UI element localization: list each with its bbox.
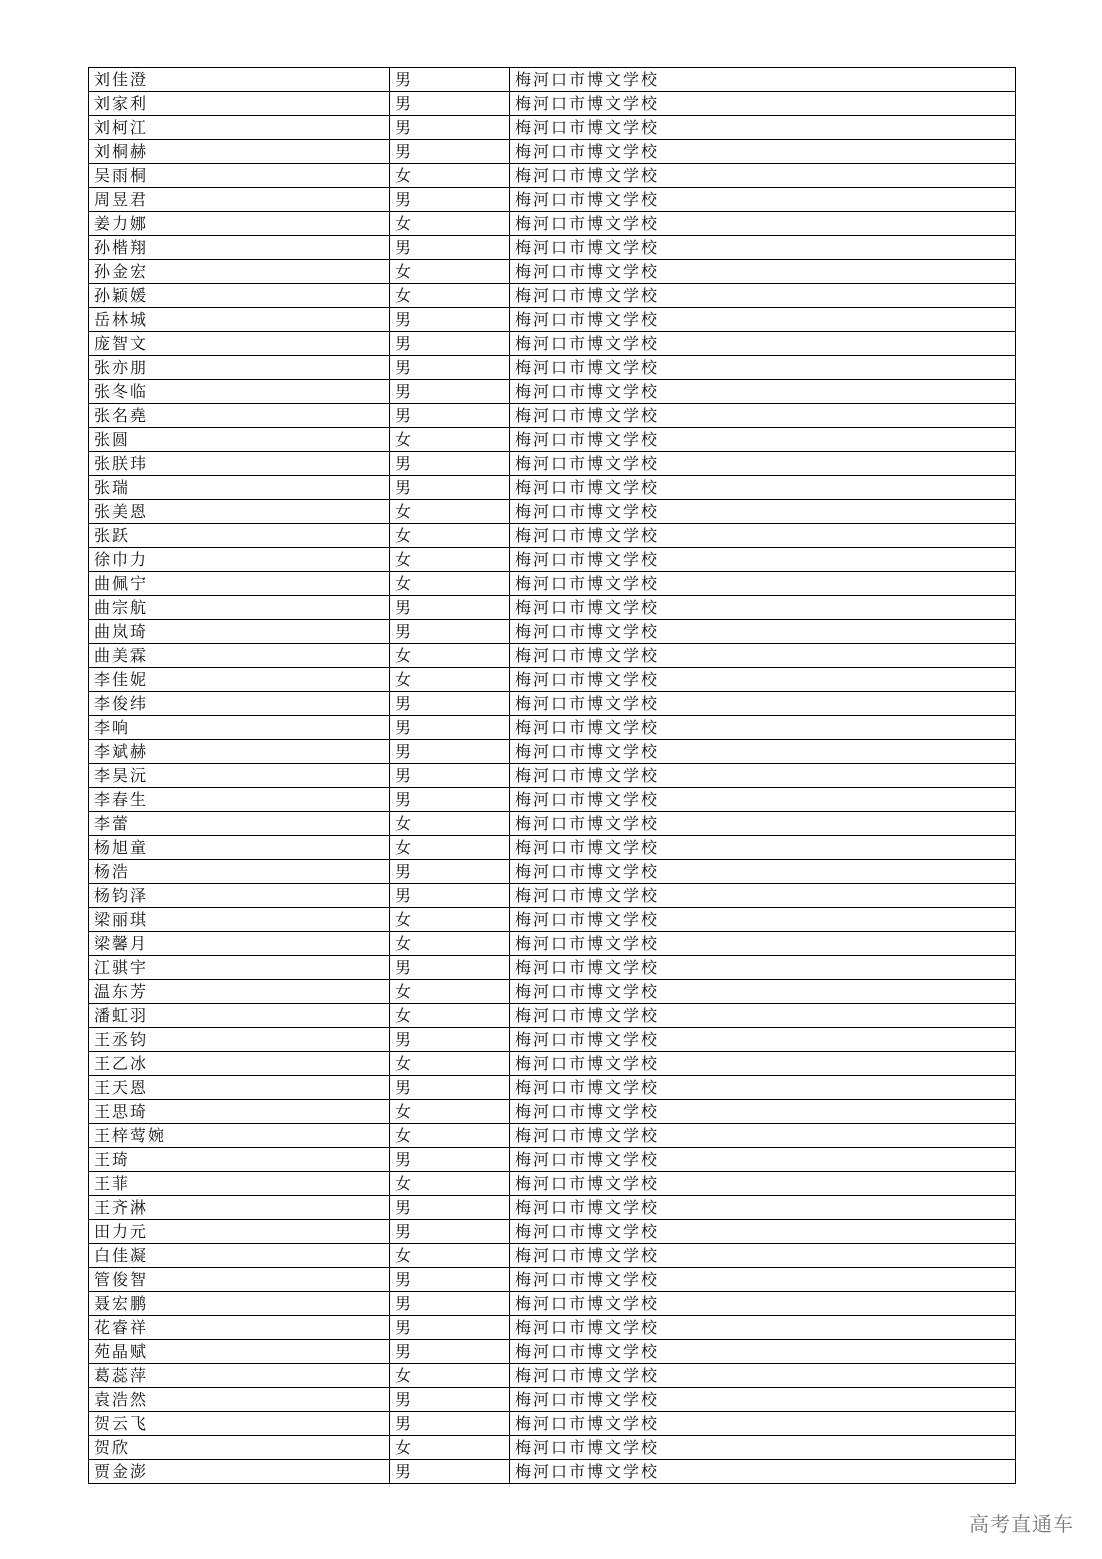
gender-cell: 女 <box>390 428 510 452</box>
gender-cell: 女 <box>390 212 510 236</box>
school-cell: 梅河口市博文学校 <box>510 260 1016 284</box>
table-row <box>89 788 1016 812</box>
table-row <box>89 332 1016 356</box>
student-name-cell: 张美恩 <box>89 500 390 524</box>
gender-cell: 男 <box>390 140 510 164</box>
school-cell: 梅河口市博文学校 <box>510 1100 1016 1124</box>
table-row <box>89 908 1016 932</box>
school-cell: 梅河口市博文学校 <box>510 1340 1016 1364</box>
table-row <box>89 1124 1016 1148</box>
school-cell: 梅河口市博文学校 <box>510 164 1016 188</box>
table-row <box>89 1196 1016 1220</box>
student-name-cell: 刘柯江 <box>89 116 390 140</box>
student-name-cell: 杨钧泽 <box>89 884 390 908</box>
gender-cell: 男 <box>390 332 510 356</box>
table-row <box>89 1172 1016 1196</box>
table-row <box>89 476 1016 500</box>
school-cell: 梅河口市博文学校 <box>510 140 1016 164</box>
gender-cell: 女 <box>390 284 510 308</box>
school-cell: 梅河口市博文学校 <box>510 1244 1016 1268</box>
table-row <box>89 812 1016 836</box>
gender-cell: 男 <box>390 884 510 908</box>
school-cell: 梅河口市博文学校 <box>510 596 1016 620</box>
school-cell: 梅河口市博文学校 <box>510 356 1016 380</box>
gender-cell: 女 <box>390 500 510 524</box>
gender-cell: 女 <box>390 932 510 956</box>
student-name-cell: 葛蕊萍 <box>89 1364 390 1388</box>
student-name-cell: 王乙冰 <box>89 1052 390 1076</box>
gender-cell: 女 <box>390 548 510 572</box>
table-row <box>89 596 1016 620</box>
student-name-cell: 张冬临 <box>89 380 390 404</box>
school-cell: 梅河口市博文学校 <box>510 668 1016 692</box>
school-cell: 梅河口市博文学校 <box>510 92 1016 116</box>
school-cell: 梅河口市博文学校 <box>510 836 1016 860</box>
table-row <box>89 500 1016 524</box>
gender-cell: 女 <box>390 812 510 836</box>
school-cell: 梅河口市博文学校 <box>510 1412 1016 1436</box>
table-row <box>89 1316 1016 1340</box>
school-cell: 梅河口市博文学校 <box>510 1172 1016 1196</box>
table-row <box>89 524 1016 548</box>
gender-cell: 女 <box>390 1004 510 1028</box>
student-name-cell: 孙颖媛 <box>89 284 390 308</box>
table-row <box>89 572 1016 596</box>
gender-cell: 男 <box>390 236 510 260</box>
student-name-cell: 孙金宏 <box>89 260 390 284</box>
student-name-cell: 王丞钧 <box>89 1028 390 1052</box>
table-row <box>89 548 1016 572</box>
student-name-cell: 袁浩然 <box>89 1388 390 1412</box>
gender-cell: 男 <box>390 1148 510 1172</box>
table-row <box>89 1004 1016 1028</box>
gender-cell: 男 <box>390 1220 510 1244</box>
gender-cell: 男 <box>390 788 510 812</box>
school-cell: 梅河口市博文学校 <box>510 428 1016 452</box>
school-cell: 梅河口市博文学校 <box>510 1148 1016 1172</box>
table-row <box>89 1340 1016 1364</box>
gender-cell: 男 <box>390 596 510 620</box>
student-name-cell: 苑晶赋 <box>89 1340 390 1364</box>
gender-cell: 女 <box>390 1172 510 1196</box>
school-cell: 梅河口市博文学校 <box>510 1076 1016 1100</box>
table-row <box>89 1388 1016 1412</box>
student-name-cell: 徐巾力 <box>89 548 390 572</box>
gender-cell: 女 <box>390 980 510 1004</box>
table-row <box>89 1364 1016 1388</box>
table-row <box>89 1052 1016 1076</box>
school-cell: 梅河口市博文学校 <box>510 1220 1016 1244</box>
gender-cell: 女 <box>390 1100 510 1124</box>
student-name-cell: 张圆 <box>89 428 390 452</box>
student-name-cell: 聂宏鹏 <box>89 1292 390 1316</box>
table-row <box>89 932 1016 956</box>
gender-cell: 男 <box>390 116 510 140</box>
table-row <box>89 380 1016 404</box>
gender-cell: 女 <box>390 1244 510 1268</box>
school-cell: 梅河口市博文学校 <box>510 1316 1016 1340</box>
table-row <box>89 1292 1016 1316</box>
school-cell: 梅河口市博文学校 <box>510 212 1016 236</box>
gender-cell: 女 <box>390 668 510 692</box>
student-name-cell: 刘家利 <box>89 92 390 116</box>
student-name-cell: 李斌赫 <box>89 740 390 764</box>
gender-cell: 男 <box>390 68 510 92</box>
table-row <box>89 1244 1016 1268</box>
table-row <box>89 92 1016 116</box>
student-name-cell: 李蕾 <box>89 812 390 836</box>
table-row <box>89 1436 1016 1460</box>
student-name-cell: 王天恩 <box>89 1076 390 1100</box>
gender-cell: 男 <box>390 764 510 788</box>
school-cell: 梅河口市博文学校 <box>510 68 1016 92</box>
gender-cell: 女 <box>390 164 510 188</box>
table-row <box>89 1220 1016 1244</box>
table-row <box>89 764 1016 788</box>
gender-cell: 女 <box>390 1052 510 1076</box>
student-name-cell: 周昱君 <box>89 188 390 212</box>
school-cell: 梅河口市博文学校 <box>510 764 1016 788</box>
student-name-cell: 贾金澎 <box>89 1460 390 1484</box>
gender-cell: 男 <box>390 308 510 332</box>
table-row <box>89 212 1016 236</box>
student-name-cell: 杨浩 <box>89 860 390 884</box>
school-cell: 梅河口市博文学校 <box>510 1052 1016 1076</box>
school-cell: 梅河口市博文学校 <box>510 740 1016 764</box>
student-name-cell: 姜力娜 <box>89 212 390 236</box>
student-name-cell: 刘桐赫 <box>89 140 390 164</box>
student-roster-table <box>88 67 1016 1484</box>
school-cell: 梅河口市博文学校 <box>510 308 1016 332</box>
student-name-cell: 梁馨月 <box>89 932 390 956</box>
gender-cell: 男 <box>390 380 510 404</box>
table-row <box>89 116 1016 140</box>
school-cell: 梅河口市博文学校 <box>510 692 1016 716</box>
table-row <box>89 716 1016 740</box>
student-name-cell: 李佳妮 <box>89 668 390 692</box>
school-cell: 梅河口市博文学校 <box>510 1004 1016 1028</box>
table-row <box>89 1076 1016 1100</box>
table-row <box>89 68 1016 92</box>
school-cell: 梅河口市博文学校 <box>510 1268 1016 1292</box>
school-cell: 梅河口市博文学校 <box>510 932 1016 956</box>
school-cell: 梅河口市博文学校 <box>510 476 1016 500</box>
school-cell: 梅河口市博文学校 <box>510 572 1016 596</box>
gender-cell: 男 <box>390 956 510 980</box>
student-name-cell: 潘虹羽 <box>89 1004 390 1028</box>
student-name-cell: 庞智文 <box>89 332 390 356</box>
student-name-cell: 刘佳澄 <box>89 68 390 92</box>
student-name-cell: 张瑞 <box>89 476 390 500</box>
gender-cell: 男 <box>390 716 510 740</box>
school-cell: 梅河口市博文学校 <box>510 956 1016 980</box>
student-name-cell: 曲佩宁 <box>89 572 390 596</box>
student-name-cell: 李响 <box>89 716 390 740</box>
gender-cell: 男 <box>390 188 510 212</box>
table-row <box>89 980 1016 1004</box>
gender-cell: 男 <box>390 1340 510 1364</box>
school-cell: 梅河口市博文学校 <box>510 1196 1016 1220</box>
school-cell: 梅河口市博文学校 <box>510 548 1016 572</box>
school-cell: 梅河口市博文学校 <box>510 1388 1016 1412</box>
gender-cell: 男 <box>390 1412 510 1436</box>
school-cell: 梅河口市博文学校 <box>510 980 1016 1004</box>
student-name-cell: 张亦朋 <box>89 356 390 380</box>
student-name-cell: 孙楷翔 <box>89 236 390 260</box>
gender-cell: 女 <box>390 908 510 932</box>
school-cell: 梅河口市博文学校 <box>510 236 1016 260</box>
table-row <box>89 1100 1016 1124</box>
student-name-cell: 李昊沅 <box>89 764 390 788</box>
gender-cell: 女 <box>390 572 510 596</box>
gender-cell: 男 <box>390 620 510 644</box>
table-row <box>89 1412 1016 1436</box>
table-row <box>89 668 1016 692</box>
table-row <box>89 740 1016 764</box>
school-cell: 梅河口市博文学校 <box>510 788 1016 812</box>
gender-cell: 男 <box>390 356 510 380</box>
table-row <box>89 452 1016 476</box>
table-row <box>89 1148 1016 1172</box>
student-name-cell: 王梓莺婉 <box>89 1124 390 1148</box>
student-name-cell: 曲岚琦 <box>89 620 390 644</box>
student-name-cell: 王琦 <box>89 1148 390 1172</box>
gender-cell: 男 <box>390 740 510 764</box>
school-cell: 梅河口市博文学校 <box>510 380 1016 404</box>
table-row <box>89 884 1016 908</box>
table-row <box>89 836 1016 860</box>
school-cell: 梅河口市博文学校 <box>510 1028 1016 1052</box>
school-cell: 梅河口市博文学校 <box>510 452 1016 476</box>
school-cell: 梅河口市博文学校 <box>510 1292 1016 1316</box>
student-name-cell: 王菲 <box>89 1172 390 1196</box>
student-name-cell: 贺云飞 <box>89 1412 390 1436</box>
table-row <box>89 308 1016 332</box>
student-name-cell: 李俊纬 <box>89 692 390 716</box>
table-row <box>89 188 1016 212</box>
student-name-cell: 田力元 <box>89 1220 390 1244</box>
gender-cell: 女 <box>390 836 510 860</box>
table-row <box>89 956 1016 980</box>
school-cell: 梅河口市博文学校 <box>510 116 1016 140</box>
gender-cell: 男 <box>390 692 510 716</box>
student-name-cell: 吴雨桐 <box>89 164 390 188</box>
table-row <box>89 1460 1016 1484</box>
gender-cell: 男 <box>390 1028 510 1052</box>
student-name-cell: 梁丽琪 <box>89 908 390 932</box>
school-cell: 梅河口市博文学校 <box>510 1436 1016 1460</box>
gender-cell: 女 <box>390 1124 510 1148</box>
watermark-text: 高考直通车 <box>969 1512 1074 1536</box>
school-cell: 梅河口市博文学校 <box>510 524 1016 548</box>
student-name-cell: 管俊智 <box>89 1268 390 1292</box>
table-row <box>89 860 1016 884</box>
table-row <box>89 644 1016 668</box>
school-cell: 梅河口市博文学校 <box>510 188 1016 212</box>
school-cell: 梅河口市博文学校 <box>510 884 1016 908</box>
student-name-cell: 岳林城 <box>89 308 390 332</box>
table-row <box>89 140 1016 164</box>
school-cell: 梅河口市博文学校 <box>510 716 1016 740</box>
school-cell: 梅河口市博文学校 <box>510 404 1016 428</box>
table-row <box>89 260 1016 284</box>
school-cell: 梅河口市博文学校 <box>510 620 1016 644</box>
gender-cell: 男 <box>390 860 510 884</box>
gender-cell: 男 <box>390 476 510 500</box>
table-row <box>89 1268 1016 1292</box>
student-name-cell: 张朕玮 <box>89 452 390 476</box>
gender-cell: 女 <box>390 524 510 548</box>
gender-cell: 男 <box>390 1076 510 1100</box>
gender-cell: 女 <box>390 1436 510 1460</box>
student-name-cell: 张名堯 <box>89 404 390 428</box>
student-name-cell: 曲美霖 <box>89 644 390 668</box>
student-name-cell: 王思琦 <box>89 1100 390 1124</box>
school-cell: 梅河口市博文学校 <box>510 1460 1016 1484</box>
student-name-cell: 江骐宇 <box>89 956 390 980</box>
gender-cell: 男 <box>390 1196 510 1220</box>
gender-cell: 男 <box>390 1460 510 1484</box>
school-cell: 梅河口市博文学校 <box>510 284 1016 308</box>
gender-cell: 男 <box>390 1292 510 1316</box>
table-row <box>89 164 1016 188</box>
school-cell: 梅河口市博文学校 <box>510 644 1016 668</box>
school-cell: 梅河口市博文学校 <box>510 1364 1016 1388</box>
student-name-cell: 杨旭童 <box>89 836 390 860</box>
roster-body <box>89 68 1016 1484</box>
table-row <box>89 236 1016 260</box>
student-name-cell: 温东芳 <box>89 980 390 1004</box>
gender-cell: 男 <box>390 1388 510 1412</box>
school-cell: 梅河口市博文学校 <box>510 860 1016 884</box>
gender-cell: 男 <box>390 92 510 116</box>
gender-cell: 女 <box>390 644 510 668</box>
table-row <box>89 620 1016 644</box>
school-cell: 梅河口市博文学校 <box>510 812 1016 836</box>
school-cell: 梅河口市博文学校 <box>510 332 1016 356</box>
gender-cell: 女 <box>390 260 510 284</box>
table-row <box>89 692 1016 716</box>
table-row <box>89 356 1016 380</box>
student-name-cell: 张跃 <box>89 524 390 548</box>
gender-cell: 男 <box>390 452 510 476</box>
gender-cell: 男 <box>390 404 510 428</box>
student-name-cell: 花睿祥 <box>89 1316 390 1340</box>
student-name-cell: 王齐淋 <box>89 1196 390 1220</box>
table-row <box>89 284 1016 308</box>
school-cell: 梅河口市博文学校 <box>510 500 1016 524</box>
student-name-cell: 李春生 <box>89 788 390 812</box>
table-row <box>89 404 1016 428</box>
school-cell: 梅河口市博文学校 <box>510 908 1016 932</box>
table-row <box>89 1028 1016 1052</box>
student-name-cell: 白佳凝 <box>89 1244 390 1268</box>
gender-cell: 女 <box>390 1364 510 1388</box>
gender-cell: 男 <box>390 1268 510 1292</box>
student-name-cell: 曲宗航 <box>89 596 390 620</box>
student-name-cell: 贺欣 <box>89 1436 390 1460</box>
table-row <box>89 428 1016 452</box>
gender-cell: 男 <box>390 1316 510 1340</box>
school-cell: 梅河口市博文学校 <box>510 1124 1016 1148</box>
